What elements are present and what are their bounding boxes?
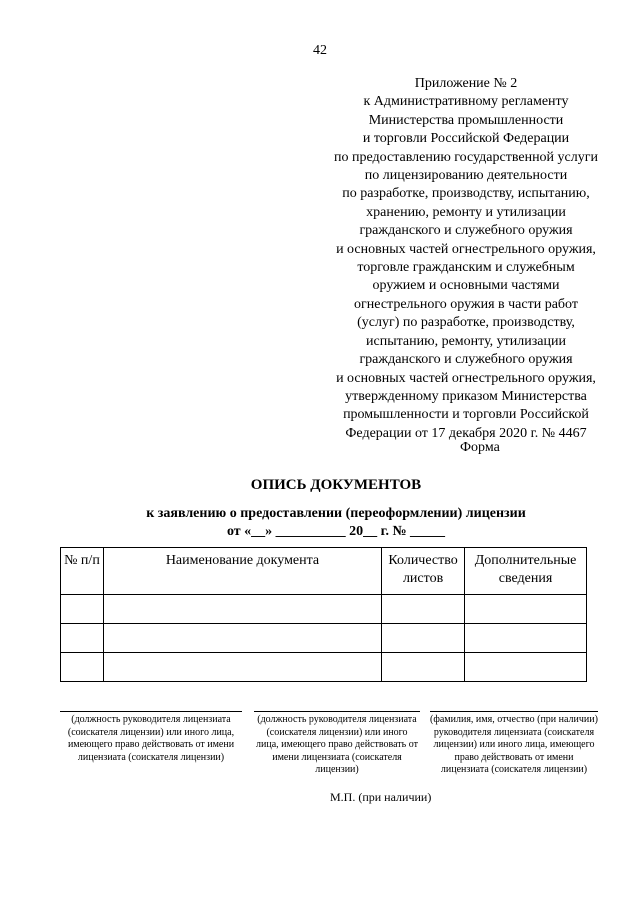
signature-caption: (должность руководителя лицензиата (соискателя лицензии) или иного лица, имеющего право действовать от имени лицензиата (соискателя лицензии) — [67, 714, 235, 763]
table-cell — [61, 624, 104, 653]
table-cell — [103, 653, 381, 682]
appendix-line: Министерства промышленности — [368, 112, 564, 128]
appendix-line: и основных частей огнестрельного оружия, — [336, 241, 596, 257]
table-cell — [61, 595, 104, 624]
appendix-header — [318, 75, 614, 443]
appendix-line: огнестрельного оружия в части работ — [354, 296, 578, 312]
stamp-label: М.П. (при наличии) — [330, 790, 432, 804]
appendix-line: торговле гражданским и служебным — [357, 260, 575, 276]
appendix-line: промышленности и торговли Российской — [343, 407, 589, 423]
table-row — [61, 595, 587, 624]
table-header-row — [61, 548, 587, 595]
table-row — [61, 624, 587, 653]
table-cell — [382, 653, 465, 682]
appendix-line: хранению, ремонту и утилизации — [366, 204, 566, 220]
signature-position-2 — [254, 711, 420, 777]
page-number: 42 — [313, 43, 327, 58]
header-sheet-count: Количество листов — [382, 548, 465, 595]
table-cell — [382, 595, 465, 624]
appendix-line: к Административному регламенту — [363, 94, 569, 110]
table-cell — [103, 624, 381, 653]
appendix-line: по разработке, производству, испытанию, — [342, 186, 590, 202]
signature-caption: (должность руководителя лицензиата (соискателя лицензии) или иного лица, имеющего право действовать от имени лицензиата (соискателя лицензии) — [256, 714, 418, 776]
signature-caption: (фамилия, имя, отчество (при наличии) руководителя лицензиата (соискателя лицензии) или иного лица, имеющего право действовать от имени лицензиата (соискателя лицензии) — [430, 714, 598, 776]
appendix-line: гражданского и служебного оружия — [359, 352, 573, 368]
subtitle-line-2: от «__» __________ 20__ г. № _____ — [226, 524, 446, 539]
appendix-line: и основных частей огнестрельного оружия, — [336, 370, 596, 386]
document-subtitle — [0, 505, 640, 541]
documents-table — [60, 547, 587, 682]
table-row — [61, 653, 587, 682]
appendix-line: Федерации от 17 декабря 2020 г. № 4467 — [345, 425, 587, 441]
appendix-line: оружием и основными частями — [372, 278, 560, 294]
header-number: № п/п — [61, 548, 104, 595]
appendix-line: гражданского и служебного оружия — [359, 223, 573, 239]
table-cell — [465, 653, 587, 682]
appendix-line: Приложение № 2 — [414, 76, 518, 91]
header-additional-info: Дополнительные сведения — [465, 548, 587, 595]
signature-position-1 — [60, 711, 242, 764]
appendix-line: по лицензированию деятельности — [364, 168, 568, 184]
appendix-line: по предоставлению государственной услуги — [334, 149, 598, 165]
appendix-line: (услуг) по разработке, производству, — [357, 315, 575, 331]
appendix-line: утвержденному приказом Министерства — [345, 388, 587, 404]
table-cell — [465, 624, 587, 653]
subtitle-line-1: к заявлению о предоставлении (переоформлении) лицензии — [146, 506, 526, 521]
form-label: Форма — [460, 440, 500, 455]
table-cell — [465, 595, 587, 624]
appendix-line: и торговли Российской Федерации — [362, 131, 570, 147]
table-cell — [61, 653, 104, 682]
signature-line — [430, 711, 598, 712]
table-cell — [382, 624, 465, 653]
signature-line — [254, 711, 420, 712]
table-cell — [103, 595, 381, 624]
header-document-name: Наименование документа — [103, 548, 381, 595]
signature-full-name — [430, 711, 598, 777]
signature-line — [60, 711, 242, 712]
document-title: ОПИСЬ ДОКУМЕНТОВ — [250, 477, 422, 493]
appendix-line: испытанию, ремонту, утилизации — [366, 333, 566, 349]
